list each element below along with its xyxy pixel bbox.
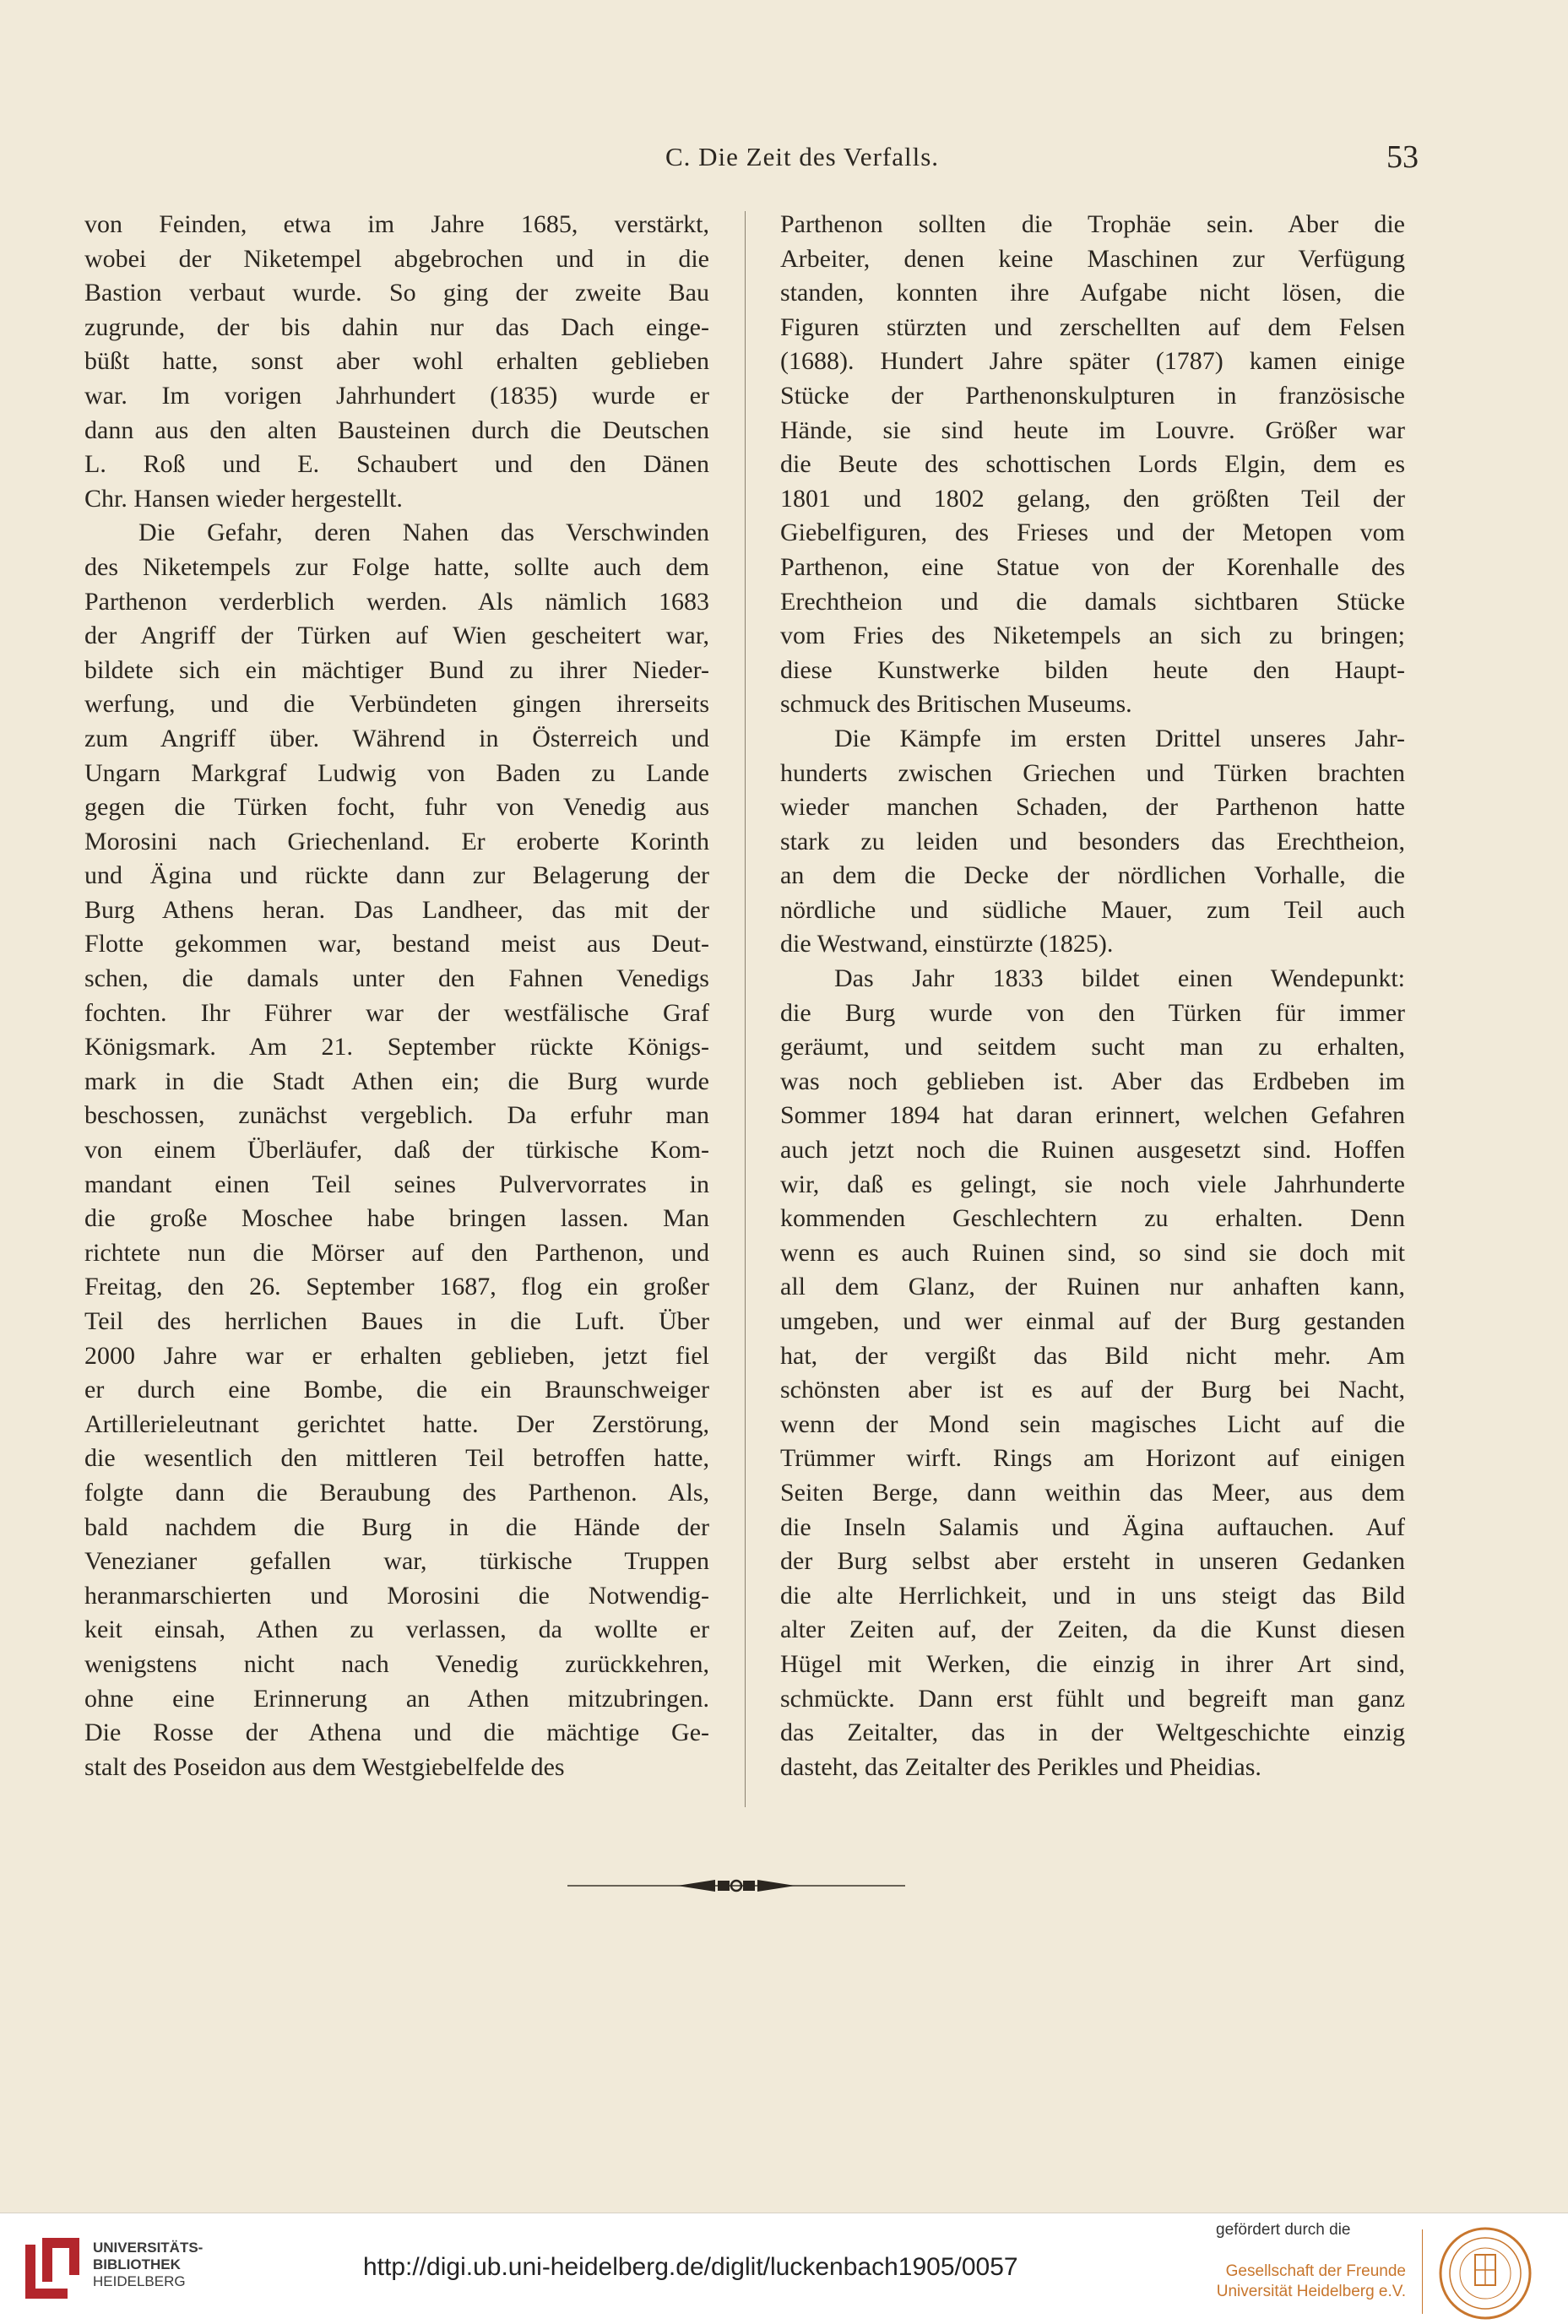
text-line: mark in die Stadt Athen ein; die Burg wurde bbox=[84, 1067, 709, 1095]
text-line: Die Gefahr, deren Nahen das Verschwinden bbox=[138, 519, 709, 547]
text-line: dann aus den alten Bausteinen durch die Deutschen bbox=[84, 415, 709, 444]
text-line: Arbeiter, denen keine Maschinen zur Verfügung bbox=[780, 244, 1405, 273]
university-library-logo-icon bbox=[24, 2236, 83, 2304]
text-line: 2000 Jahre war er erhalten geblieben, jetzt fiel bbox=[84, 1341, 709, 1370]
text-line: von einem Überläufer, daß der türkische Kom- bbox=[84, 1136, 709, 1165]
text-line: Das Jahr 1833 bildet einen Wendepunkt: bbox=[834, 964, 1405, 993]
text-line: Seiten Berge, dann weithin das Meer, aus dem bbox=[780, 1478, 1405, 1507]
text-line: Teil des herrlichen Baues in die Luft. Über bbox=[84, 1307, 709, 1335]
text-line: wenn es auch Ruinen sind, so sind sie doch mit bbox=[780, 1238, 1405, 1267]
text-line: was noch geblieben ist. Aber das Erdbeben im bbox=[780, 1067, 1405, 1095]
text-line: stark zu leiden und besonders das Erechtheion, bbox=[780, 827, 1405, 855]
text-line: nördliche und südliche Mauer, zum Teil auch bbox=[780, 895, 1405, 924]
text-line: auch jetzt noch die Ruinen ausgesetzt sind. Hoffen bbox=[780, 1136, 1405, 1165]
text-line: Stücke der Parthenonskulpturen in französische bbox=[780, 381, 1405, 410]
library-name: UNIVERSITÄTS- BIBLIOTHEK HEIDELBERG bbox=[93, 2240, 203, 2289]
text-line: schönsten aber ist es auf der Burg bei Nacht, bbox=[780, 1376, 1405, 1404]
text-line: wenn der Mond sein magisches Licht auf die bbox=[780, 1409, 1405, 1438]
text-line: des Niketempels zur Folge hatte, sollte auch dem bbox=[84, 552, 709, 581]
paragraph bbox=[780, 962, 1405, 1784]
left-text-column bbox=[84, 208, 709, 1784]
text-line: die Inseln Salamis und Ägina auftauchen. Auf bbox=[780, 1512, 1405, 1541]
text-line: stalt des Poseidon aus dem Westgiebelfelde des bbox=[84, 1752, 565, 1781]
text-line: schmückte. Dann erst fühlt und begreift man ganz bbox=[780, 1684, 1405, 1713]
text-line: Hügel mit Werken, die einzig in ihrer Art sind, bbox=[780, 1649, 1405, 1678]
text-line: war. Im vorigen Jahrhundert (1835) wurde er bbox=[84, 381, 709, 410]
sponsor-name: Gesellschaft der Freunde Universität Heidelberg e.V. bbox=[1216, 2262, 1406, 2300]
text-line: werfung, und die Verbündeten gingen ihrerseits bbox=[84, 690, 709, 719]
document-url-link[interactable]: http://digi.ub.uni-heidelberg.de/diglit/luckenbach1905/0057 bbox=[363, 2253, 1018, 2281]
paragraph bbox=[780, 208, 1405, 722]
text-line: all dem Glanz, der Ruinen nur anhaften kann, bbox=[780, 1273, 1405, 1301]
paragraph bbox=[780, 722, 1405, 962]
text-line: wir, daß es gelingt, sie noch viele Jahrhunderte bbox=[780, 1170, 1405, 1198]
text-line: geräumt, und seitdem sucht man zu erhalten, bbox=[780, 1033, 1405, 1062]
end-ornament-icon bbox=[567, 1875, 905, 1897]
text-line: Die Rosse der Athena und die mächtige Ge- bbox=[84, 1719, 709, 1747]
sponsor-label: gefördert durch die bbox=[1216, 2221, 1351, 2239]
text-line: richtete nun die Mörser auf den Parthenon, und bbox=[84, 1238, 709, 1267]
page-header bbox=[84, 139, 1419, 184]
text-line: Sommer 1894 hat daran erinnert, welchen Gefahren bbox=[780, 1101, 1405, 1130]
text-line: 1801 und 1802 gelang, den größten Teil der bbox=[780, 484, 1405, 513]
text-line: Die Kämpfe im ersten Drittel unseres Jahr- bbox=[834, 724, 1405, 752]
right-text-column bbox=[780, 208, 1405, 1784]
text-line: das Zeitalter, das in der Weltgeschichte einzig bbox=[780, 1719, 1405, 1747]
text-line: zugrunde, der bis dahin nur das Dach einge- bbox=[84, 312, 709, 341]
text-line: Flotte gekommen war, bestand meist aus Deut- bbox=[84, 930, 709, 958]
column-rule bbox=[745, 211, 746, 1807]
text-line: mandant einen Teil seines Pulvervorrates in bbox=[84, 1170, 709, 1198]
text-line: (1688). Hundert Jahre später (1787) kamen einige bbox=[780, 347, 1405, 376]
text-line: von Feinden, etwa im Jahre 1685, verstärkt, bbox=[84, 210, 709, 238]
text-line: der Angriff der Türken auf Wien gescheitert war, bbox=[84, 622, 709, 650]
text-line: Freitag, den 26. September 1687, flog ein großer bbox=[84, 1273, 709, 1301]
text-line: an dem die Decke der nördlichen Vorhalle, die bbox=[780, 861, 1405, 890]
text-line: büßt hatte, sonst aber wohl erhalten geblieben bbox=[84, 347, 709, 376]
text-line: wobei der Niketempel abgebrochen und in die bbox=[84, 244, 709, 273]
text-line: die alte Herrlichkeit, und in uns steigt das Bild bbox=[780, 1581, 1405, 1610]
text-line: alter Zeiten auf, der Zeiten, da die Kunst diesen bbox=[780, 1615, 1405, 1644]
text-line: er durch eine Bombe, die ein Braunschweiger bbox=[84, 1376, 709, 1404]
text-line: L. Roß und E. Schaubert und den Dänen bbox=[84, 450, 709, 479]
text-line: Venezianer gefallen war, türkische Truppen bbox=[84, 1547, 709, 1576]
text-line: Hände, sie sind heute im Louvre. Größer war bbox=[780, 415, 1405, 444]
text-line: hat, der vergißt das Bild nicht mehr. Am bbox=[780, 1341, 1405, 1370]
text-line: Trümmer wirft. Rings am Horizont auf einigen bbox=[780, 1444, 1405, 1473]
text-line: Parthenon sollten die Trophäe sein. Aber die bbox=[780, 210, 1405, 238]
university-seal-icon bbox=[1438, 2226, 1533, 2321]
text-line: Ungarn Markgraf Ludwig von Baden zu Lande bbox=[84, 758, 709, 787]
text-line: zum Angriff über. Während in Österreich und bbox=[84, 724, 709, 752]
text-line: die Beute des schottischen Lords Elgin, dem es bbox=[780, 450, 1405, 479]
text-line: Giebelfiguren, des Frieses und der Metopen vom bbox=[780, 519, 1405, 547]
text-line: dasteht, das Zeitalter des Perikles und Pheidias. bbox=[780, 1752, 1261, 1781]
text-line: keit einsah, Athen zu verlassen, da wollte er bbox=[84, 1615, 709, 1644]
text-line: Erechtheion und die damals sichtbaren Stücke bbox=[780, 587, 1405, 616]
text-line: hunderts zwischen Griechen und Türken brachten bbox=[780, 758, 1405, 787]
text-line: heranmarschierten und Morosini die Notwendig- bbox=[84, 1581, 709, 1610]
text-line: vom Fries des Niketempels an sich zu bringen; bbox=[780, 622, 1405, 650]
text-line: gegen die Türken focht, fuhr von Venedig aus bbox=[84, 793, 709, 822]
text-line: Figuren stürzten und zerschellten auf dem Felsen bbox=[780, 312, 1405, 341]
text-line: Königsmark. Am 21. September rückte Königs- bbox=[84, 1033, 709, 1062]
text-line: beschossen, zunächst vergeblich. Da erfuhr man bbox=[84, 1101, 709, 1130]
paragraph bbox=[84, 516, 709, 1784]
text-line: Bastion verbaut wurde. So ging der zweite Bau bbox=[84, 279, 709, 307]
text-line: Morosini nach Griechenland. Er eroberte Korinth bbox=[84, 827, 709, 855]
text-line: Burg Athens heran. Das Landheer, das mit der bbox=[84, 895, 709, 924]
paragraph bbox=[84, 208, 709, 516]
text-line: standen, konnten ihre Aufgabe nicht lösen, die bbox=[780, 279, 1405, 307]
text-line: diese Kunstwerke bilden heute den Haupt- bbox=[780, 655, 1405, 684]
text-line: schen, die damals unter den Fahnen Venedigs bbox=[84, 964, 709, 993]
text-line: die wesentlich den mittleren Teil betroffen hatte, bbox=[84, 1444, 709, 1473]
running-title: C. Die Zeit des Verfalls. bbox=[665, 142, 940, 171]
text-line: Parthenon verderblich werden. Als nämlich 1683 bbox=[84, 587, 709, 616]
page-number: 53 bbox=[1386, 139, 1419, 175]
text-line: die Westwand, einstürzte (1825). bbox=[780, 930, 1114, 958]
sponsor-divider bbox=[1422, 2229, 1423, 2314]
text-line: Parthenon, eine Statue von der Korenhalle des bbox=[780, 552, 1405, 581]
text-line: schmuck des Britischen Museums. bbox=[780, 690, 1132, 719]
text-line: wenigstens nicht nach Venedig zurückkehren, bbox=[84, 1649, 709, 1678]
text-line: die Burg wurde von den Türken für immer bbox=[780, 998, 1405, 1027]
text-line: Artillerieleutnant gerichtet hatte. Der Zerstörung, bbox=[84, 1409, 709, 1438]
text-line: folgte dann die Beraubung des Parthenon. Als, bbox=[84, 1478, 709, 1507]
text-line: wieder manchen Schaden, der Parthenon hatte bbox=[780, 793, 1405, 822]
text-line: kommenden Geschlechtern zu erhalten. Denn bbox=[780, 1204, 1405, 1233]
text-line: Chr. Hansen wieder hergestellt. bbox=[84, 484, 403, 513]
text-line: die große Moschee habe bringen lassen. Man bbox=[84, 1204, 709, 1233]
text-line: umgeben, und wer einmal auf der Burg gestanden bbox=[780, 1307, 1405, 1335]
text-line: und Ägina und rückte dann zur Belagerung der bbox=[84, 861, 709, 890]
text-line: ohne eine Erinnerung an Athen mitzubringen. bbox=[84, 1684, 709, 1713]
text-line: bald nachdem die Burg in die Hände der bbox=[84, 1512, 709, 1541]
text-line: der Burg selbst aber ersteht in unseren Gedanken bbox=[780, 1547, 1405, 1576]
text-line: bildete sich ein mächtiger Bund zu ihrer Nieder- bbox=[84, 655, 709, 684]
text-line: fochten. Ihr Führer war der westfälische Graf bbox=[84, 998, 709, 1027]
